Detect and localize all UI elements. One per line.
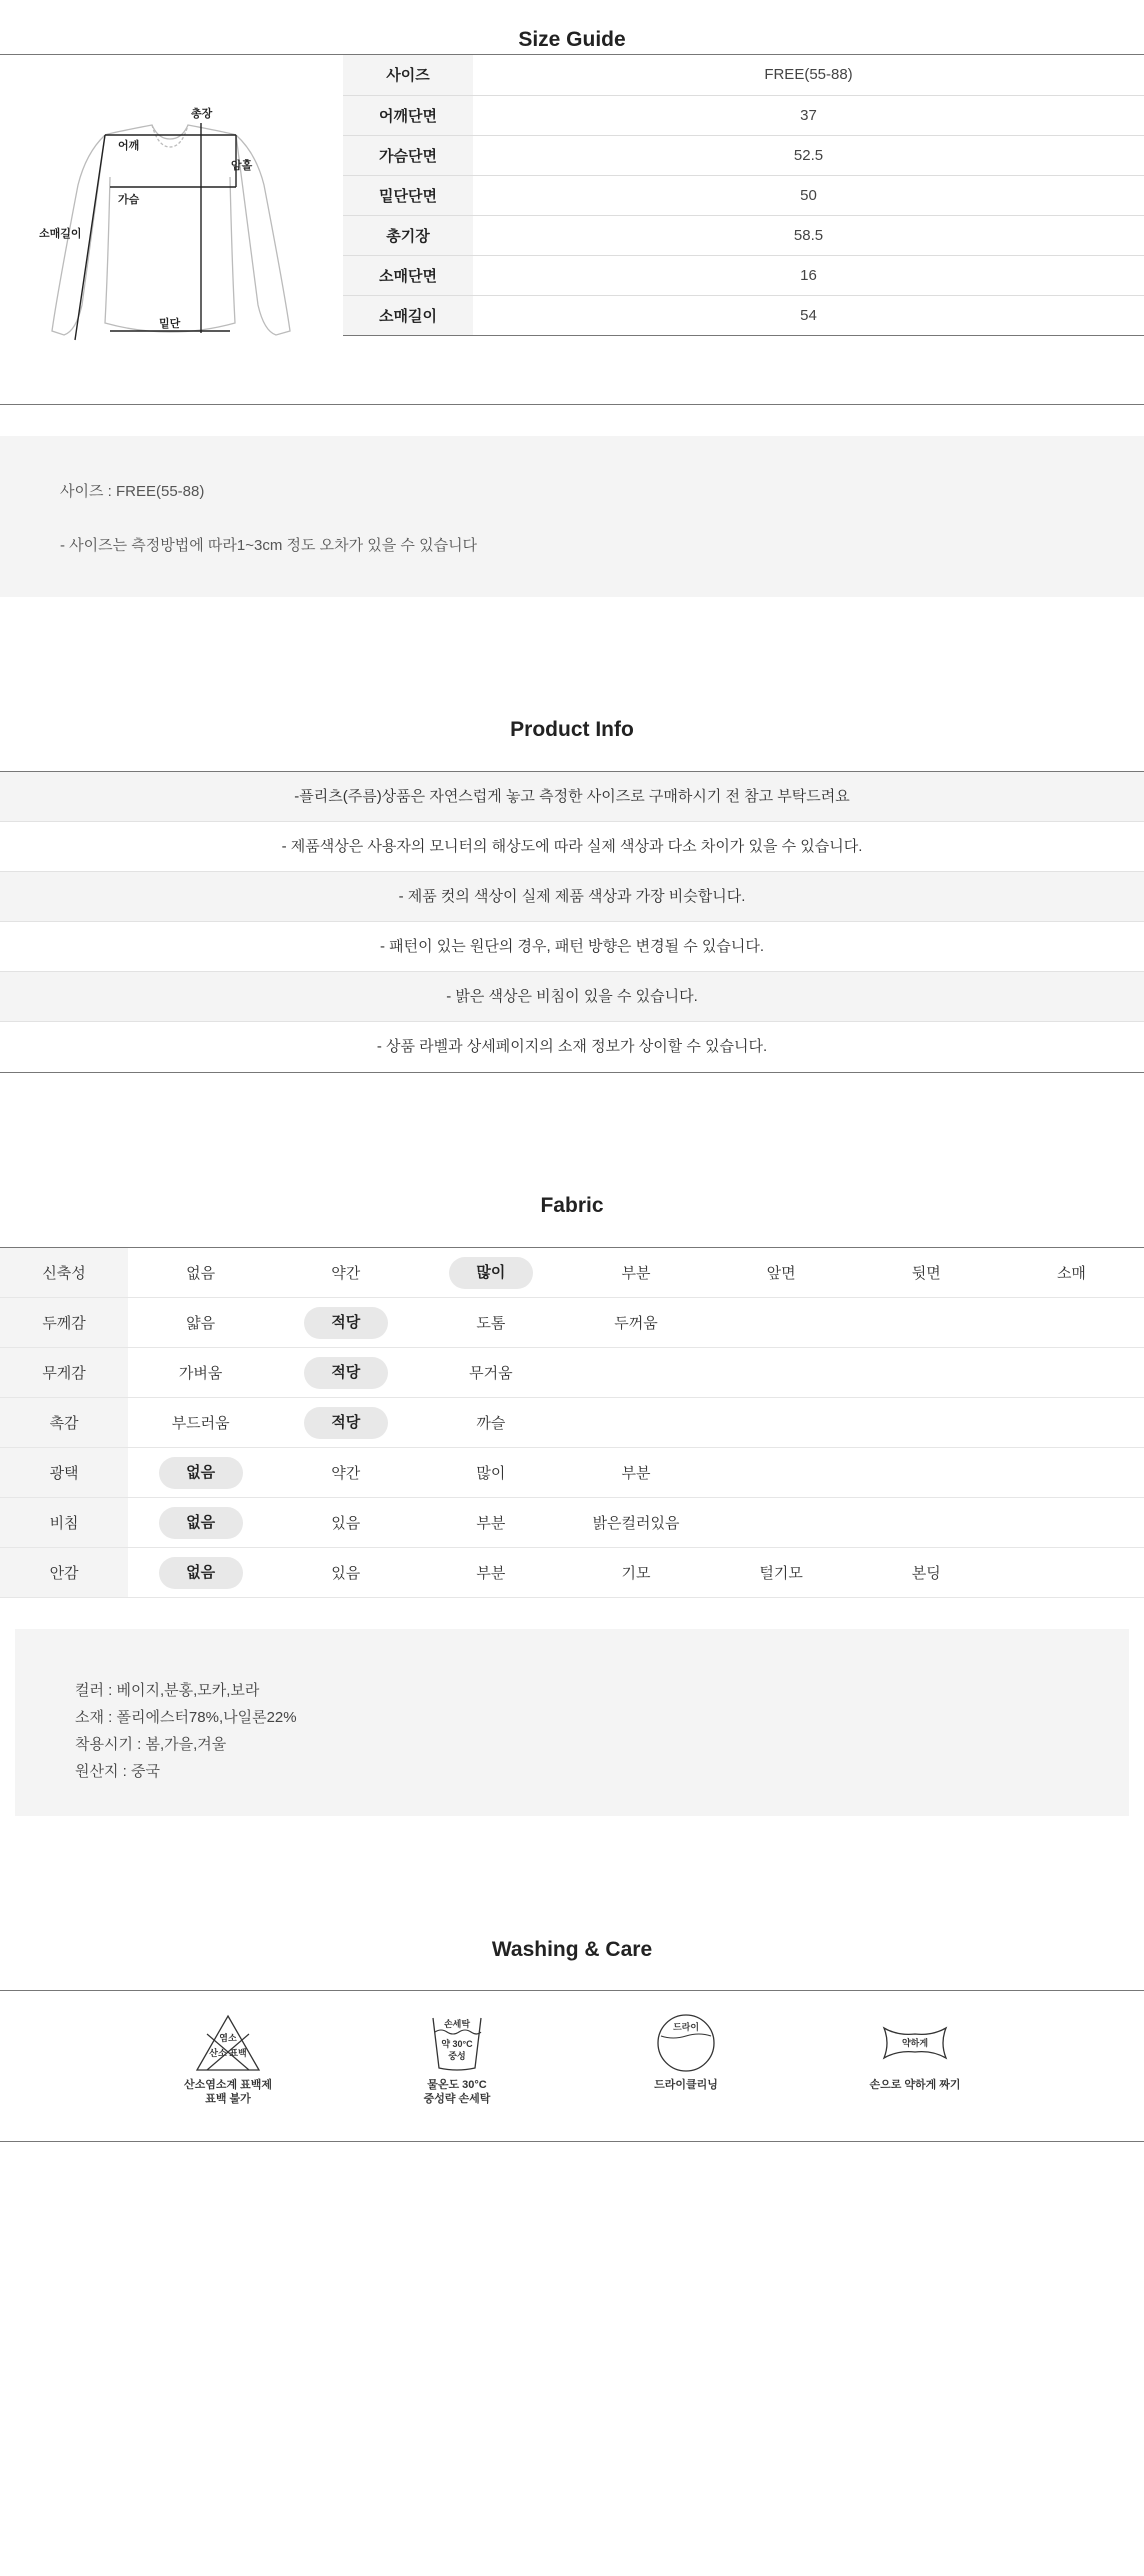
divider bbox=[0, 2141, 1144, 2142]
fabric-table bbox=[0, 1247, 1144, 1598]
fabric-option: 소매 bbox=[999, 1248, 1144, 1298]
icon-text: 약하게 bbox=[901, 2038, 929, 2048]
fabric-origin: 원산지 : 중국 bbox=[75, 1763, 160, 1780]
size-table bbox=[343, 55, 1144, 336]
fabric-option bbox=[854, 1448, 999, 1498]
fabric-option: 털기모 bbox=[709, 1548, 854, 1598]
care-item-gentle-wring bbox=[825, 2012, 1005, 2092]
selected-badge: 적당 bbox=[304, 1407, 388, 1439]
size-key: 소매단면 bbox=[343, 255, 473, 295]
product-info-list bbox=[0, 771, 1144, 1073]
size-value: 37 bbox=[473, 95, 1144, 135]
fabric-option: 있음 bbox=[273, 1498, 418, 1548]
fabric-option bbox=[999, 1398, 1144, 1448]
fabric-option: 기모 bbox=[563, 1548, 708, 1598]
fabric-option bbox=[709, 1298, 854, 1348]
fabric-option-selected bbox=[128, 1498, 273, 1548]
care-caption: 물온도 30°C bbox=[427, 2079, 487, 2091]
care-caption: 중성략 손세탁 bbox=[423, 2093, 491, 2105]
gentle-wring-icon bbox=[880, 2012, 950, 2074]
fabric-option: 약간 bbox=[273, 1448, 418, 1498]
hand-wash-icon bbox=[427, 2012, 487, 2074]
fabric-option: 뒷면 bbox=[854, 1248, 999, 1298]
fabric-option bbox=[709, 1448, 854, 1498]
garment-diagram bbox=[30, 95, 330, 365]
fabric-option bbox=[999, 1448, 1144, 1498]
care-item-hand-wash bbox=[367, 2012, 547, 2106]
care-caption: 산소염소계 표백제 bbox=[183, 2079, 273, 2091]
fabric-option-selected bbox=[128, 1448, 273, 1498]
fabric-option: 부분 bbox=[418, 1548, 563, 1598]
icon-text: 드라이 bbox=[672, 2022, 700, 2032]
fabric-row bbox=[0, 1498, 1144, 1548]
fabric-row bbox=[0, 1548, 1144, 1598]
size-value: 16 bbox=[473, 255, 1144, 295]
fabric-row bbox=[0, 1348, 1144, 1398]
diagram-label-total-length: 총장 bbox=[191, 108, 213, 120]
fabric-material: 소재 : 폴리에스터78%,나일론22% bbox=[75, 1709, 297, 1726]
fabric-option bbox=[999, 1348, 1144, 1398]
fabric-option: 본딩 bbox=[854, 1548, 999, 1598]
care-item-dry-clean bbox=[596, 2012, 776, 2092]
fabric-row bbox=[0, 1398, 1144, 1448]
fabric-row bbox=[0, 1448, 1144, 1498]
fabric-option-selected bbox=[273, 1348, 418, 1398]
fabric-row-label: 비침 bbox=[0, 1498, 128, 1548]
care-caption: 표백 불가 bbox=[205, 2093, 251, 2105]
fabric-option: 부분 bbox=[418, 1498, 563, 1548]
fabric-row bbox=[0, 1298, 1144, 1348]
fabric-option bbox=[563, 1398, 708, 1448]
icon-text: 산소 bbox=[209, 2048, 227, 2058]
care-caption: 드라이클리닝 bbox=[654, 2079, 718, 2091]
divider bbox=[0, 1990, 1144, 1991]
list-item: -플리츠(주름)상품은 자연스럽게 놓고 측정한 사이즈로 구매하시기 전 참고 부탁드려요 bbox=[0, 772, 1144, 822]
fabric-option: 부분 bbox=[563, 1448, 708, 1498]
fabric-option: 있음 bbox=[273, 1548, 418, 1598]
table-row bbox=[343, 295, 1144, 335]
selected-badge: 적당 bbox=[304, 1357, 388, 1389]
divider bbox=[0, 404, 1144, 405]
selected-badge: 많이 bbox=[449, 1257, 533, 1289]
size-guide-title: Size Guide bbox=[518, 28, 626, 51]
care-caption: 손으로 약하게 짜기 bbox=[869, 2079, 961, 2091]
selected-badge: 없음 bbox=[159, 1557, 243, 1589]
washing-care-title: Washing & Care bbox=[491, 1938, 653, 1961]
fabric-option bbox=[999, 1498, 1144, 1548]
table-row bbox=[343, 135, 1144, 175]
fabric-row bbox=[0, 1248, 1144, 1298]
fabric-option-selected bbox=[273, 1398, 418, 1448]
table-row bbox=[343, 175, 1144, 215]
fabric-row-label: 촉감 bbox=[0, 1398, 128, 1448]
fabric-row-label: 광택 bbox=[0, 1448, 128, 1498]
fabric-row-label: 신축성 bbox=[0, 1248, 128, 1298]
fabric-option bbox=[709, 1498, 854, 1548]
icon-text: 약 30°C bbox=[441, 2039, 473, 2049]
size-value: FREE(55-88) bbox=[473, 55, 1144, 95]
fabric-row-label: 두께감 bbox=[0, 1298, 128, 1348]
fabric-option: 도톰 bbox=[418, 1298, 563, 1348]
size-value: 58.5 bbox=[473, 215, 1144, 255]
fabric-option: 밝은컬러있음 bbox=[563, 1498, 708, 1548]
fabric-option: 두꺼움 bbox=[563, 1298, 708, 1348]
table-row bbox=[343, 55, 1144, 95]
fabric-option: 까슬 bbox=[418, 1398, 563, 1448]
list-item: - 패턴이 있는 원단의 경우, 패턴 방향은 변경될 수 있습니다. bbox=[0, 922, 1144, 972]
size-key: 가슴단면 bbox=[343, 135, 473, 175]
fabric-option: 부분 bbox=[563, 1248, 708, 1298]
size-note-line: 사이즈 : FREE(55-88) bbox=[60, 483, 205, 500]
care-item-no-bleach bbox=[138, 2012, 318, 2106]
selected-badge: 적당 bbox=[304, 1307, 388, 1339]
fabric-option: 무거움 bbox=[418, 1348, 563, 1398]
diagram-label-shoulder: 어깨 bbox=[118, 140, 140, 152]
fabric-info-box bbox=[15, 1629, 1129, 1816]
size-note-line: - 사이즈는 측정방법에 따라1~3cm 정도 오차가 있을 수 있습니다 bbox=[60, 537, 478, 554]
fabric-option bbox=[999, 1548, 1144, 1598]
fabric-row-label: 안감 bbox=[0, 1548, 128, 1598]
list-item: - 밝은 색상은 비침이 있을 수 있습니다. bbox=[0, 972, 1144, 1022]
fabric-option bbox=[709, 1398, 854, 1448]
product-info-title: Product Info bbox=[510, 718, 634, 741]
fabric-option-selected bbox=[418, 1248, 563, 1298]
fabric-option: 앞면 bbox=[709, 1248, 854, 1298]
diagram-label-sleeve-length: 소매길이 bbox=[39, 228, 82, 240]
icon-text: 염소 bbox=[219, 2033, 237, 2043]
diagram-label-chest: 가슴 bbox=[118, 194, 140, 206]
size-value: 50 bbox=[473, 175, 1144, 215]
fabric-option bbox=[999, 1298, 1144, 1348]
fabric-option-selected bbox=[128, 1548, 273, 1598]
fabric-option bbox=[563, 1348, 708, 1398]
fabric-title: Fabric bbox=[540, 1194, 604, 1217]
size-key: 밑단단면 bbox=[343, 175, 473, 215]
diagram-label-hem: 밑단 bbox=[159, 318, 181, 330]
size-guide-section bbox=[0, 0, 1144, 405]
size-value: 52.5 bbox=[473, 135, 1144, 175]
fabric-option bbox=[709, 1348, 854, 1398]
table-row bbox=[343, 255, 1144, 295]
fabric-option: 부드러움 bbox=[128, 1398, 273, 1448]
fabric-color: 컬러 : 베이지,분홍,모카,보라 bbox=[75, 1682, 260, 1699]
list-item: - 상품 라벨과 상세페이지의 소재 정보가 상이할 수 있습니다. bbox=[376, 1038, 768, 1055]
selected-badge: 없음 bbox=[159, 1457, 243, 1489]
list-item: - 제품색상은 사용자의 모니터의 해상도에 따라 실제 색상과 다소 차이가 있을 수 있습니다. bbox=[0, 822, 1144, 872]
selected-badge: 없음 bbox=[159, 1507, 243, 1539]
fabric-season: 착용시기 : 봄,가을,겨울 bbox=[75, 1736, 227, 1753]
dry-clean-icon bbox=[655, 2012, 717, 2074]
diagram-label-armhole: 암홀 bbox=[231, 160, 253, 172]
list-item: - 제품 컷의 색상이 실제 제품 색상과 가장 비슷합니다. bbox=[0, 872, 1144, 922]
size-key: 어깨단면 bbox=[343, 95, 473, 135]
fabric-option: 많이 bbox=[418, 1448, 563, 1498]
fabric-option: 없음 bbox=[128, 1248, 273, 1298]
fabric-option bbox=[854, 1498, 999, 1548]
size-note-box bbox=[0, 436, 1144, 597]
fabric-option: 약간 bbox=[273, 1248, 418, 1298]
size-key: 총기장 bbox=[343, 215, 473, 255]
fabric-option-selected bbox=[273, 1298, 418, 1348]
fabric-option: 얇음 bbox=[128, 1298, 273, 1348]
icon-text: 손세탁 bbox=[443, 2019, 471, 2029]
fabric-row-label: 무게감 bbox=[0, 1348, 128, 1398]
no-bleach-icon bbox=[193, 2012, 263, 2074]
icon-text: 중성 bbox=[448, 2051, 466, 2061]
fabric-option bbox=[854, 1398, 999, 1448]
fabric-option bbox=[854, 1298, 999, 1348]
size-key: 소매길이 bbox=[343, 295, 473, 335]
fabric-option bbox=[854, 1348, 999, 1398]
table-row bbox=[343, 215, 1144, 255]
size-value: 54 bbox=[473, 295, 1144, 335]
icon-text: 표백 bbox=[229, 2048, 247, 2058]
fabric-option: 가벼움 bbox=[128, 1348, 273, 1398]
size-key: 사이즈 bbox=[343, 55, 473, 95]
table-row bbox=[343, 95, 1144, 135]
